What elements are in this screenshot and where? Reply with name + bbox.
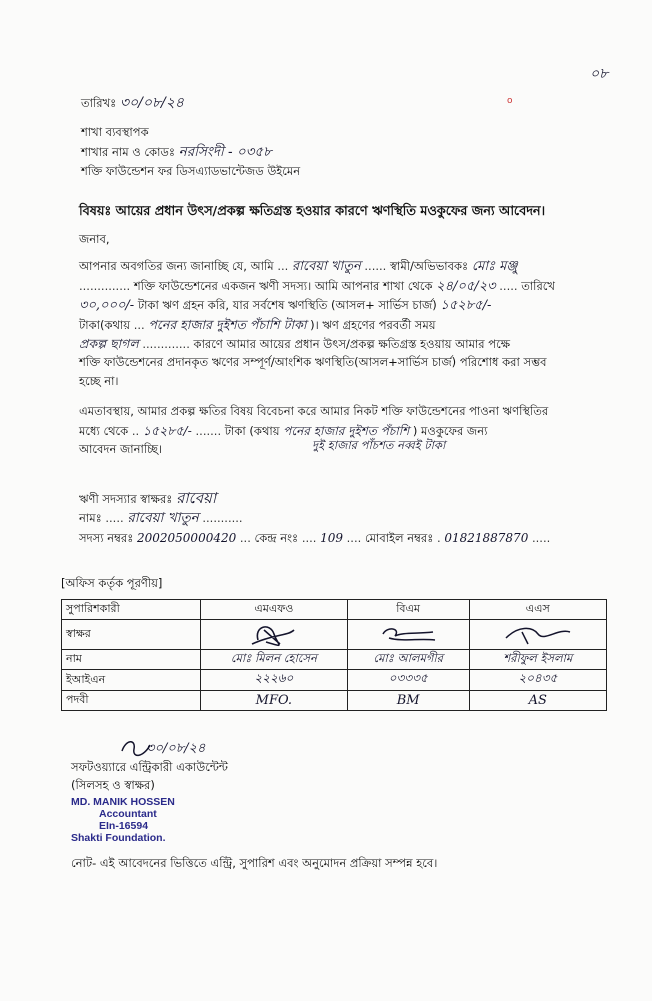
member-signature-hw: রাবেয়া — [176, 489, 217, 507]
member-name-label: নামঃ — [79, 511, 102, 525]
stamp-name: MD. MANIK HOSSEN — [71, 796, 175, 808]
body-text: টাকা ঋণ গ্রহন করি, যার সর্বশেষ ঋণস্থিতি (আসল+ সার্ভিস চার্জ) — [137, 298, 437, 312]
as-signature-scribble — [498, 624, 578, 646]
branch-label: শাখার নাম ও কোডঃ — [81, 145, 176, 159]
footer-note: নোট- এই আবেদনের ভিত্তিতে এন্ট্রি, সুপারিশ এবং অনুমোদন প্রক্রিয়া সম্পন্ন হবে। — [71, 856, 438, 870]
body-line-4: টাকা(কথায় ... পনের হাজার দুইশত পঁচাশি টাকা )। ঋণ গ্রহণের পরবর্তী সময় — [79, 317, 436, 332]
loan-date-hw: ২৪/০৫/২৩ — [436, 279, 496, 294]
office-cell: মোঃ মিলন হোসেন — [201, 650, 348, 670]
subject-line: বিষয়ঃ আয়ের প্রধান উৎস/প্রকল্প ক্ষতিগ্রস্ত হওয়ার কারণে ঋণস্থিতি মওকুফের জন্য আবেদন। — [79, 204, 546, 219]
office-cell: ২২২৬০ — [201, 670, 348, 691]
office-row-ein — [62, 670, 607, 691]
office-row-label: স্বাক্ষর — [62, 620, 201, 650]
page-number: ০৮ — [590, 66, 609, 82]
office-cell — [201, 620, 348, 650]
stamp-ein: EIn-16594 — [99, 820, 149, 832]
member-id-line: সদস্য নম্বরঃ 2002050000420 ... কেন্দ্র নংঃ .... 109 .... মোবাইল নম্বরঃ . 01821887870 ..... — [79, 531, 551, 545]
member-id-label: সদস্য নম্বরঃ — [79, 531, 134, 545]
body-line-7: হচ্ছে না। — [79, 374, 119, 388]
outstanding-hw: ১৫২৮৫/- — [440, 298, 492, 313]
office-cell: BM — [347, 691, 469, 711]
date-line — [81, 96, 184, 111]
loan-amount-hw: ৩০,০০০/- — [79, 298, 135, 313]
office-row-designation — [62, 691, 607, 711]
office-row-label: ইআইএন — [62, 670, 201, 691]
request-line-3: আবেদন জানাচ্ছি। — [79, 442, 163, 456]
body-line-6: শক্তি ফাউন্ডেশনের প্রদানকৃত ঋণের সম্পূর্ণ/আংশিক ঋণস্থিতি(আসল+সার্ভিস চার্জ) পরিশোধ করা সম্ভব — [79, 355, 547, 369]
body-line-5: প্রকল্প ছাগল ............. কারণে আমার আয়ের প্রধান উৎস/প্রকল্প ক্ষতিগ্রস্ত হওয়ায় আমার পক্ষে — [79, 336, 511, 351]
office-header-row — [62, 600, 607, 620]
body-line-2: .............. শক্তি ফাউন্ডেশনের একজন ঋণী সদস্য। আমি আপনার শাখা থেকে ২৪/০৫/২৩ ..... তারিখে — [79, 279, 555, 294]
office-row-label: পদবী — [62, 691, 201, 711]
member-name-hw: রাবেয়া খাতুন — [291, 259, 361, 274]
office-header-cell: এএস — [469, 600, 606, 620]
body-text: কারণে আমার আয়ের প্রধান উৎস/প্রকল্প ক্ষতিগ্রস্ত হওয়ায় আমার পক্ষে — [193, 337, 511, 351]
body-line-3 — [79, 298, 491, 313]
bm-signature-scribble — [373, 624, 443, 646]
office-cell: MFO. — [201, 691, 348, 711]
member-name-value-hw: রাবেয়া খাতুন — [127, 510, 199, 526]
accountant-stamp — [71, 796, 175, 844]
salutation: জনাব, — [79, 232, 110, 246]
waive-amount-hw: ১৫২৮৫/- — [142, 423, 192, 438]
mobile-label: মোবাইল নম্বরঃ — [364, 531, 434, 545]
body-text: তারিখে — [521, 279, 555, 293]
member-sign-line — [79, 491, 216, 507]
mobile-hw: 01821887870 — [444, 531, 529, 545]
center-label: কেন্দ্র নংঃ — [254, 531, 299, 545]
project-hw: প্রকল্প ছাগল — [79, 336, 139, 351]
mark-dot: o — [507, 96, 513, 106]
waive-words-hw-1: পনের হাজার দুইশত পঁচাশি — [283, 424, 410, 438]
office-row-label: নাম — [62, 650, 201, 670]
office-header-cell: এমএফও — [201, 600, 348, 620]
office-table — [61, 599, 607, 711]
body-text: টাকা(কথায় — [79, 318, 131, 332]
body-text: আপনার অবগতির জন্য জানাচ্ছি যে, আমি — [79, 259, 274, 273]
organization-name: শক্তি ফাউন্ডেশন ফর ডিসএ্যাডভান্টেজড উইমেন — [81, 164, 301, 178]
body-text: স্বামী/অভিভাবকঃ — [390, 259, 469, 273]
body-text: )। ঋণ গ্রহণের পরবর্তী সময় — [310, 318, 436, 332]
request-text: ) মওকুফের জন্য — [412, 424, 488, 438]
request-line-2: মধ্যে থেকে .. ১৫২৮৫/- ....... টাকা (কথায় পনের হাজার দুইশত পঁচাশি ) মওকুফের জন্য — [79, 423, 488, 438]
waive-words-hw-2: দুই হাজার পাঁচশত নব্বই টাকা — [312, 438, 446, 452]
office-header-cell: বিএম — [347, 600, 469, 620]
date-label: তারিখঃ — [81, 96, 117, 110]
office-cell: ২০৪৩৫ — [469, 670, 606, 691]
mfo-signature-scribble — [244, 622, 304, 648]
body-text: শক্তি ফাউন্ডেশনের একজন ঋণী সদস্য। আমি আপনার শাখা থেকে — [133, 279, 433, 293]
request-text: টাকা (কথায় — [224, 424, 280, 438]
body-line-1: আপনার অবগতির জন্য জানাচ্ছি যে, আমি ... রাবেয়া খাতুন ...... স্বামী/অভিভাবকঃ মোঃ মঞ্জু — [79, 259, 518, 274]
office-row-signature — [62, 620, 607, 650]
office-cell — [347, 620, 469, 650]
office-cell: ০৩৩৩৫ — [347, 670, 469, 691]
guardian-hw: মোঃ মঞ্জু — [471, 259, 518, 274]
center-hw: 109 — [320, 531, 343, 545]
office-cell: মোঃ আলমগীর — [347, 650, 469, 670]
office-title: [অফিস কর্তৃক পূরণীয়] — [61, 576, 163, 590]
stamp-org: Shakti Foundation. — [71, 832, 166, 844]
office-header-cell: সুপারিশকারী — [62, 600, 201, 620]
office-cell: AS — [469, 691, 606, 711]
member-sign-label: ঋণী সদস্যার স্বাক্ষরঃ — [79, 492, 173, 506]
accountant-title: সফটওয়্যারে এন্ট্রিকারী একাউন্টেন্ট — [71, 760, 228, 774]
stamp-title: Accountant — [99, 808, 157, 820]
member-name-line: নামঃ ..... রাবেয়া খাতুন ........... — [79, 510, 243, 526]
branch-value: নরসিংদী - ০৩৫৮ — [178, 144, 272, 160]
branch-line — [81, 145, 272, 160]
office-cell — [469, 620, 606, 650]
outstanding-words-hw: পনের হাজার দুইশত পঁচাশি টাকা — [148, 317, 307, 332]
office-row-name — [62, 650, 607, 670]
accountant-date-hw: ৩০/০৮/২৪ — [146, 741, 206, 756]
accountant-seal-note: (সিলসহ ও স্বাক্ষর) — [71, 778, 155, 792]
addressee-title: শাখা ব্যবস্থাপক — [81, 125, 149, 139]
member-id-hw: 2002050000420 — [136, 531, 237, 545]
date-value: ৩০/০৮/২৪ — [119, 95, 184, 111]
request-line-1: এমতাবস্থায়, আমার প্রকল্প ক্ষতির বিষয় বিবেচনা করে আমার নিকট শক্তি ফাউন্ডেশনের পাওনা ঋণস্থিতির — [79, 404, 549, 418]
office-cell: শরীফুল ইসলাম — [469, 650, 606, 670]
request-text: মধ্যে থেকে — [79, 424, 129, 438]
